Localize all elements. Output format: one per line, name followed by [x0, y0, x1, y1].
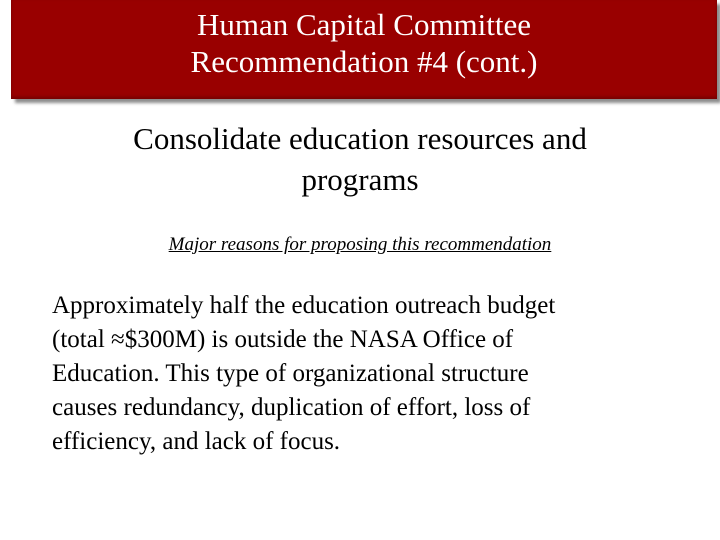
slide-heading-line-1: Consolidate education resources and — [133, 121, 587, 156]
slide-title-line-1: Human Capital Committee — [196, 6, 532, 42]
body-line: causes redundancy, duplication of effort, loss of — [52, 394, 531, 421]
body-line: Education. This type of organizational structure — [52, 360, 529, 387]
title-banner — [11, 0, 717, 99]
slide-heading — [0, 118, 720, 200]
slide-title-line-2: Recommendation #4 (cont.) — [190, 43, 538, 79]
slide-subheading: Major reasons for proposing this recommendation — [168, 234, 552, 255]
body-line: Approximately half the education outreach budget — [52, 292, 556, 319]
body-line: (total ≈$300M) is outside the NASA Office of — [52, 326, 514, 353]
body-line: efficiency, and lack of focus. — [52, 428, 341, 455]
body-paragraph — [52, 289, 712, 459]
slide-heading-line-2: programs — [301, 162, 419, 197]
